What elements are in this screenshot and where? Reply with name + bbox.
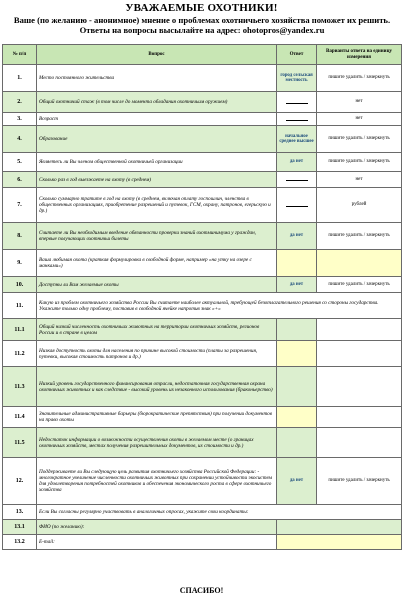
answer-field[interactable]: [277, 188, 317, 223]
answer-field[interactable]: [277, 172, 317, 188]
page-title: УВАЖАЕМЫЕ ОХОТНИКИ!: [125, 2, 278, 14]
table-row: 5. Являетесь ли Вы членом общественной охотничьей организации да нет пишите удалить / зачеркнуть: [3, 153, 402, 172]
table-row: 7. Сколько суммарно тратите в год на охоту (в среднем, включая оплату госпошлин, членства в общественных организациях, приобретение разрешений и путевок, ГСМ, охрану, патронов, егерьскую и др.) рублей: [3, 188, 402, 223]
answer-field[interactable]: [277, 250, 317, 277]
page-subtitle: Ваше (по желанию - анонимное) мнение о проблемах охотничьего хозяйства поможет их решить. Ответы на вопросы высылайте на адрес: ohotopros@yandex.ru: [13, 15, 391, 35]
table-row: 13.1 ФИО (по желанию):: [3, 520, 402, 535]
answer-choice[interactable]: да нет: [277, 458, 317, 505]
table-row: 3. Возраст нет: [3, 113, 402, 126]
answer-field[interactable]: [277, 341, 317, 367]
table-row: 9. Вашa любимая охота (краткая формулировка в свободной форме, например «на утку на озере с манками»): [3, 250, 402, 277]
table-row: 12. Поддерживаете ли Вы следующую цель развития охотничьего хозяйства Российской Федерации: - многократное увеличение численности охотничьих животных при сохранении устойчивости экосистем для удовлетворения потребностей охотников и обеспечения экономического роста в сфере охотничьего хозяйства да нет пишите удалить / зачеркнуть: [3, 458, 402, 505]
answer-field[interactable]: [277, 92, 317, 113]
table-row: 13.2 E-mail:: [3, 535, 402, 550]
answer-field[interactable]: [277, 113, 317, 126]
answer-field[interactable]: [277, 428, 317, 458]
col-options: Варианты ответа на единицу измерения: [317, 45, 402, 65]
table-row: 11.4 Значительные административные барьеры (бюрократические препятствия) при получении документов на право охоты: [3, 407, 402, 428]
table-row: 4. Образование начальное среднее высшее пишите удалить / зачеркнуть: [3, 126, 402, 153]
table-header: [3, 45, 402, 65]
col-answer: Ответ: [277, 45, 317, 65]
table-row: 2. Общий охотничий стаж (в том числе до момента обладания охотничьим оружием) нет: [3, 92, 402, 113]
table-row: 8. Считаете ли Вы необходимым введение обязанности проверки знаний охотминимума у граждан, впервые получающих охотничьи билеты да нет пишите удалить / зачеркнуть: [3, 223, 402, 250]
table-row: 11.1 Общий низкий численность охотничьих животных на территории охотничьих хозяйств, регионов России и в стране в целом: [3, 319, 402, 341]
table-row: 1. Место постоянного жительства город сельская местность пишите удалить / зачеркнуть: [3, 65, 402, 92]
answer-field[interactable]: [277, 367, 317, 407]
table-row: 11. Какую из проблем охотничьего хозяйства России Вы считаете наиболее актуальной, требующей безотлагательного решения со стороны государства. Укажите только одну проблему, поставив в свободной ячейке напротив знак «+»: [3, 293, 402, 319]
answer-choice[interactable]: город сельская местность: [277, 65, 317, 92]
table-row: 11.3 Низкий уровень государственного финансирования отрасли, недостаточная государственная охрана охотничьих животных и как следствие - высокий уровень их незаконного использования (браконьерство): [3, 367, 402, 407]
table-row: 10. Доступны ли Вам желаемые охоты да нет пишите удалить / зачеркнуть: [3, 277, 402, 293]
answer-choice[interactable]: да нет: [277, 153, 317, 172]
answer-choice[interactable]: начальное среднее высшее: [277, 126, 317, 153]
name-field[interactable]: [277, 520, 402, 535]
answer-choice[interactable]: да нет: [277, 277, 317, 293]
answer-choice[interactable]: да нет: [277, 223, 317, 250]
table-row: 11.5 Недостаток информации о возможности осуществления охоты в желаемом месте (о границах охотничьих хозяйств, местах получения разрешительных документов, их стоимости и др.): [3, 428, 402, 458]
answer-field[interactable]: [277, 319, 317, 341]
col-num: № п/п: [3, 45, 37, 65]
col-question: Вопрос: [37, 45, 277, 65]
survey-table: [2, 44, 402, 550]
footer-thanks: СПАСИБО!: [179, 586, 224, 595]
answer-field[interactable]: [277, 407, 317, 428]
table-row: 11.2 Низкая доступность охоты для населения по причине высокой стоимости (платы за разрешения, путевки, высокая стоимость патронов и др.): [3, 341, 402, 367]
table-row: 6. Сколько раз в год выезжаете на охоту (в среднем) нет: [3, 172, 402, 188]
table-row: 13. Если Вы согласны регулярно участвовать в аналогичных опросах, укажите свои координаты:: [3, 505, 402, 520]
email-field[interactable]: [277, 535, 402, 550]
